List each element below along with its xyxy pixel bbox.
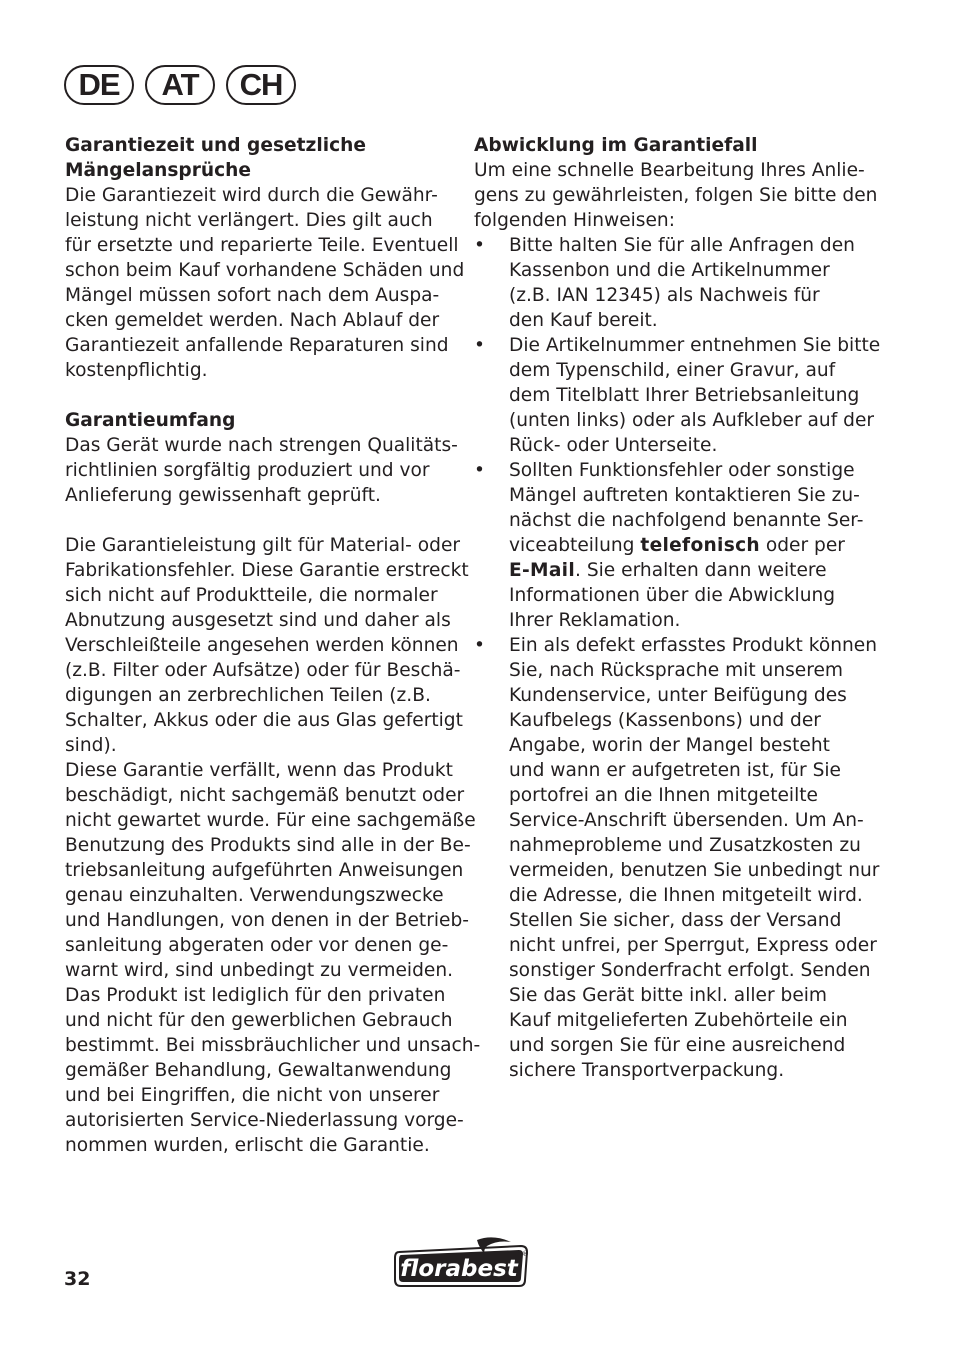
- text-line: Die Garantieleistung gilt für Material- oder: [65, 535, 461, 556]
- florabest-logo: [393, 1236, 529, 1288]
- text-line: Diese Garantie verfällt, wenn das Produkt: [65, 760, 453, 781]
- text-line: leistung nicht verlängert. Dies gilt auch: [65, 210, 433, 231]
- text-fragment: . Sie erhalten dann weitere: [575, 560, 827, 581]
- text-line: Kaufbelegs (Kassenbons) und der: [509, 710, 821, 731]
- text-line: genau einzuhalten. Verwendungszwecke: [65, 885, 444, 906]
- text-line: [474, 558, 864, 583]
- text-line: Ihrer Reklamation.: [509, 610, 681, 631]
- text-line: (z.B. IAN 12345) als Nachweis für: [509, 285, 820, 306]
- text-line: Kassenbon und die Artikelnummer: [509, 260, 830, 281]
- text-line: digungen an zerbrechlichen Teilen (z.B.: [65, 685, 431, 706]
- text-line: (unten links) oder als Aufkleber auf der: [509, 410, 875, 431]
- text-line: Angabe, worin der Mangel besteht: [509, 735, 830, 756]
- text-line: Service-Anschrift übersenden. Um An-: [509, 810, 864, 831]
- text-line: sonstiger Sonderfracht erfolgt. Senden: [509, 960, 871, 981]
- text-line: portofrei an die Ihnen mitgeteilte: [509, 785, 818, 806]
- section-heading-warranty-scope: Garantieumfang: [65, 410, 236, 431]
- text-line: Die Garantiezeit wird durch die Gewähr-: [65, 185, 438, 206]
- text-line: Um eine schnelle Bearbeitung Ihres Anlie-: [474, 160, 865, 181]
- text-line: Ein als defekt erfasstes Produkt können: [509, 635, 878, 656]
- claim-intro: [474, 158, 878, 233]
- registered-mark: ®: [522, 1250, 529, 1258]
- lang-tag-at: AT: [145, 65, 215, 105]
- text-line: (z.B. Filter oder Aufsätze) oder für Beschä-: [65, 660, 461, 681]
- text-line: Verschleißteile angesehen werden können: [65, 635, 459, 656]
- text-line: dem Typenschild, einer Gravur, auf: [509, 360, 836, 381]
- text-line: und Handlungen, von denen in der Betrieb-: [65, 910, 469, 931]
- text-line: Das Gerät wurde nach strengen Qualitäts-: [65, 435, 458, 456]
- text-line: [474, 533, 864, 558]
- logo-wordmark: florabest: [400, 1256, 518, 1282]
- bullet-item-send-product: [474, 633, 880, 1083]
- text-line: sanleitung abgeraten oder vor denen ge-: [65, 935, 449, 956]
- text-line: und wann er aufgetreten ist, für Sie: [509, 760, 841, 781]
- text-line: gemäßer Behandlung, Gewaltanwendung: [65, 1060, 452, 1081]
- text-line: folgenden Hinweisen:: [474, 210, 675, 231]
- warranty-period-text: [65, 183, 465, 383]
- bullet-item-article-number: [474, 333, 881, 458]
- warranty-scope-para2: [65, 533, 481, 1158]
- section-heading-claim-handling: Abwicklung im Garantiefall: [474, 135, 758, 156]
- emphasis-telefonisch: telefonisch: [640, 535, 760, 556]
- text-line: Mängel auftreten kontaktieren Sie zu-: [509, 485, 860, 506]
- text-line: nächst die nachfolgend benannte Ser-: [509, 510, 864, 531]
- bullet-item-contact-service: [474, 458, 864, 633]
- section-heading-warranty-period-2: Mängelansprüche: [65, 160, 252, 181]
- text-line: Stellen Sie sicher, dass der Versand: [509, 910, 842, 931]
- text-line: Sie das Gerät bitte inkl. aller beim: [509, 985, 828, 1006]
- text-line: autorisierten Service-Niederlassung vorge-: [65, 1110, 464, 1131]
- lang-tag-de: DE: [64, 65, 134, 105]
- text-line: cken gemeldet werden. Nach Ablauf der: [65, 310, 440, 331]
- text-line: und sorgen Sie für eine ausreichend: [509, 1035, 846, 1056]
- text-line: Kauf mitgelieferten Zubehörteile ein: [509, 1010, 848, 1031]
- text-line: nommen wurden, erlischt die Garantie.: [65, 1135, 430, 1156]
- left-column: [65, 133, 481, 1158]
- text-line: nahmeprobleme und Zusatzkosten zu: [509, 835, 861, 856]
- bullet-icon: •: [474, 460, 485, 481]
- text-line: Garantiezeit anfallende Reparaturen sind: [65, 335, 449, 356]
- text-line: warnt wird, sind unbedingt zu vermeiden.: [65, 960, 454, 981]
- text-line: schon beim Kauf vorhandene Schäden und: [65, 260, 465, 281]
- text-line: nicht gewartet wurde. Für eine sachgemäße: [65, 810, 476, 831]
- text-line: sich nicht auf Produktteile, die normaler: [65, 585, 438, 606]
- text-line: Rück- oder Unterseite.: [509, 435, 718, 456]
- text-line: Bitte halten Sie für alle Anfragen den: [509, 235, 855, 256]
- text-line: Das Produkt ist lediglich für den privaten: [65, 985, 446, 1006]
- text-line: vermeiden, benutzen Sie unbedingt nur: [509, 860, 880, 881]
- bullet-icon: •: [474, 235, 485, 256]
- text-line: dem Titelblatt Ihrer Betriebsanleitung: [509, 385, 860, 406]
- text-line: Sollten Funktionsfehler oder sonstige: [509, 460, 855, 481]
- page-number: 32: [64, 1268, 91, 1290]
- text-line: sichere Transportverpackung.: [509, 1060, 785, 1081]
- text-line: beschädigt, nicht sachgemäß benutzt oder: [65, 785, 465, 806]
- text-line: bestimmt. Bei missbräuchlicher und unsach-: [65, 1035, 481, 1056]
- warranty-scope-para1: [65, 433, 458, 508]
- text-line: richtlinien sorgfältig produziert und vor: [65, 460, 430, 481]
- text-line: Abnutzung ausgesetzt sind und daher als: [65, 610, 451, 631]
- emphasis-email: E-Mail: [509, 560, 576, 581]
- text-line: kostenpflichtig.: [65, 360, 208, 381]
- text-line: Mängel müssen sofort nach dem Auspa-: [65, 285, 440, 306]
- text-line: nicht unfrei, per Sperrgut, Express oder: [509, 935, 877, 956]
- bullet-icon: •: [474, 635, 485, 656]
- text-line: gens zu gewährleisten, folgen Sie bitte den: [474, 185, 878, 206]
- text-fragment: viceabteilung: [509, 535, 641, 556]
- text-line: Sie, nach Rücksprache mit unserem: [509, 660, 844, 681]
- text-line: sind).: [65, 735, 117, 756]
- text-line: Die Artikelnummer entnehmen Sie bitte: [509, 335, 881, 356]
- bullet-item-receipt: [474, 233, 864, 333]
- right-column: [474, 133, 881, 1083]
- text-line: Schalter, Akkus oder die aus Glas gefertigt: [65, 710, 463, 731]
- section-heading-warranty-period: Garantiezeit und gesetzliche: [65, 135, 366, 156]
- text-line: und bei Eingriffen, die nicht von unserer: [65, 1085, 440, 1106]
- bullet-icon: •: [474, 335, 485, 356]
- text-line: den Kauf bereit.: [509, 310, 658, 331]
- text-line: Benutzung des Produkts sind alle in der Be-: [65, 835, 471, 856]
- text-line: Kundenservice, unter Beifügung des: [509, 685, 847, 706]
- text-line: Fabrikationsfehler. Diese Garantie erstreckt: [65, 560, 469, 581]
- language-tags: [64, 65, 296, 105]
- text-line: für ersetzte und reparierte Teile. Eventuell: [65, 235, 459, 256]
- text-line: triebsanleitung aufgeführten Anweisungen: [65, 860, 464, 881]
- text-line: die Adresse, die Ihnen mitgeteilt wird.: [509, 885, 863, 906]
- text-line: und nicht für den gewerblichen Gebrauch: [65, 1010, 453, 1031]
- text-line: Anlieferung gewissenhaft geprüft.: [65, 485, 381, 506]
- lang-tag-ch: CH: [226, 65, 296, 105]
- text-line: Informationen über die Abwicklung: [509, 585, 836, 606]
- text-fragment: oder per: [759, 535, 845, 556]
